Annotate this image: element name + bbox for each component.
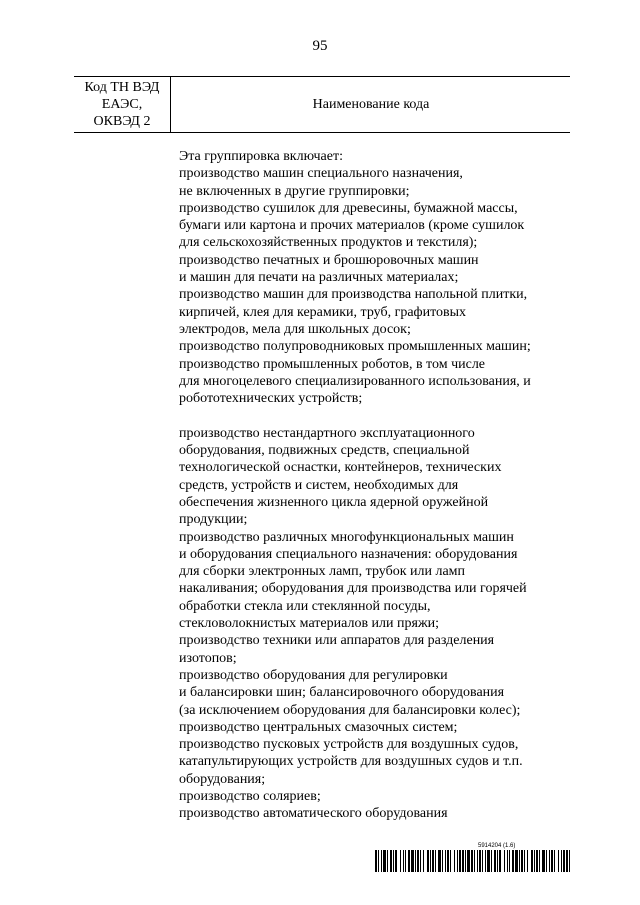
barcode-bar (534, 850, 535, 872)
barcode-bar (445, 850, 446, 872)
code-column-header (74, 77, 171, 132)
text-line: производство сушилок для древесины, бумажной массы, (179, 200, 518, 216)
text-line: для многоцелевого специализированного использования, и (179, 373, 531, 389)
text-line: средств, устройств и систем, необходимых для (179, 477, 459, 493)
barcode-bar (387, 850, 388, 872)
text-line: не включенных в другие группировки; (179, 183, 410, 199)
barcode-bar (566, 850, 568, 872)
code-header-line: ОКВЭД 2 (93, 114, 151, 129)
barcode-bar (417, 850, 419, 872)
text-line: производство центральных смазочных систем; (179, 719, 458, 735)
barcode-bar (408, 850, 410, 872)
barcode-bar (442, 850, 443, 872)
text-line: и балансировки шин; балансировочного оборудования (179, 685, 505, 701)
barcode-bar (390, 850, 392, 872)
text-line: Эта группировка включает: (179, 149, 343, 164)
text-line: производство машин специального назначения, (179, 166, 463, 182)
barcode-bar (499, 850, 501, 872)
text-line: технологической оснастки, контейнеров, технических (179, 460, 502, 476)
barcode-bar (427, 850, 429, 872)
barcode-bar (438, 850, 441, 872)
barcode-bar (558, 850, 559, 872)
barcode-icon (375, 850, 570, 872)
barcode-bar (487, 850, 490, 872)
text-line: катапультирующих устройств для воздушных судов и т.п. (179, 754, 523, 770)
text-line: электродов, мела для школьных досок; (179, 321, 411, 337)
barcode-bar (393, 850, 394, 872)
barcode-bar (477, 850, 478, 872)
barcode-bar (415, 850, 416, 872)
barcode-bar (549, 850, 550, 872)
barcode-bar (375, 850, 377, 872)
barcode-bar (447, 850, 449, 872)
barcode-bar (381, 850, 382, 872)
text-line: производство нестандартного эксплуатационного (179, 425, 475, 441)
barcode-bar (491, 850, 492, 872)
barcode-bar (474, 850, 475, 872)
barcode-bar (519, 850, 520, 872)
text-line: и машин для печати на различных материалах; (179, 270, 459, 286)
text-line: бумаги или картона и прочих материалов (кроме сушилок (179, 218, 525, 234)
table-header (74, 76, 570, 133)
barcode-bar (432, 850, 434, 872)
text-line: производство оборудования для регулировки (179, 667, 448, 683)
barcode-bar (465, 850, 466, 872)
text-line: робототехнических устройств; (179, 391, 363, 407)
barcode-bar (509, 850, 510, 872)
description-text (179, 148, 569, 823)
barcode-bar (383, 850, 386, 872)
barcode-bar (551, 850, 553, 872)
barcode-bar (504, 850, 505, 872)
page-number: 95 (312, 38, 328, 54)
barcode-bar (527, 850, 528, 872)
barcode-bar (430, 850, 431, 872)
barcode-bar (524, 850, 525, 872)
text-line: для сельскохозяйственных продуктов и текстиля); (179, 235, 478, 251)
barcode-bar (435, 850, 436, 872)
barcode-bar (531, 850, 533, 872)
barcode-bar (403, 850, 404, 872)
barcode-bar (554, 850, 555, 872)
code-header-line: Код ТН ВЭД (84, 80, 160, 95)
barcode-bar (515, 850, 518, 872)
barcode-bar (512, 850, 514, 872)
barcode-bar (521, 850, 523, 872)
text-line: обработки стекла или стеклянной посуды, (179, 598, 431, 614)
text-line: оборудования, подвижных средств, специальной (179, 443, 470, 459)
text-line: накаливания; оборудования для производства или горячей (179, 581, 527, 597)
text-line: производство соляриев; (179, 788, 321, 804)
barcode-bar (471, 850, 473, 872)
text-line: изотопов; (179, 650, 237, 666)
barcode-bar (457, 850, 458, 872)
barcode-bar (536, 850, 538, 872)
text-line: производство различных многофункциональных машин (179, 529, 514, 545)
barcode-bar (482, 850, 483, 872)
text-line: кирпичей, клея для керамики, труб, графитовых (179, 304, 467, 320)
barcode-bar (454, 850, 455, 872)
barcode-caption: 5914204 (1.6) (478, 843, 516, 849)
barcode-bar (420, 850, 421, 872)
barcode-bar (411, 850, 414, 872)
text-line: и оборудования специального назначения: оборудования (179, 546, 518, 562)
text-line: стекловолокнистых материалов или пряжи; (179, 616, 440, 632)
barcode-bar (400, 850, 401, 872)
text-line: производство автоматического оборудования (179, 806, 448, 822)
barcode-bar (485, 850, 486, 872)
barcode-bar (378, 850, 379, 872)
code-header-line: ЕАЭС, (101, 97, 143, 112)
text-line: обеспечения жизненного цикла ядерной оружейной (179, 494, 489, 510)
text-line: (за исключением оборудования для балансировки колес); (179, 702, 521, 718)
text-line: производство техники или аппаратов для разделения (179, 633, 495, 649)
barcode-bar (494, 850, 496, 872)
text-line: производство промышленных роботов, в том числе (179, 356, 486, 372)
barcode-bar (479, 850, 481, 872)
text-line: производство машин для производства напольной плитки, (179, 287, 528, 303)
barcode-bar (563, 850, 565, 872)
barcode-bar (546, 850, 547, 872)
text-line: продукции; (179, 512, 248, 528)
barcode-bar (542, 850, 545, 872)
barcode-bar (450, 850, 451, 872)
text-line: оборудования; (179, 771, 266, 787)
text-line: производство печатных и брошюровочных машин (179, 252, 479, 268)
text-line: для сборки электронных ламп, трубок или ламп (179, 564, 466, 580)
text-line: производство полупроводниковых промышленных машин; (179, 339, 531, 355)
barcode-bar (507, 850, 508, 872)
barcode-bar (561, 850, 562, 872)
barcode-bar (539, 850, 540, 872)
paragraph-gap (179, 407, 569, 424)
barcode-bar (467, 850, 470, 872)
barcode-bar (459, 850, 461, 872)
barcode-bar (497, 850, 498, 872)
barcode-bar (395, 850, 397, 872)
text-line: производство пусковых устройств для воздушных судов, (179, 737, 519, 753)
barcode-bar (405, 850, 406, 872)
barcode-bar (423, 850, 424, 872)
name-column-header: Наименование кода (312, 96, 430, 112)
barcode-bar (462, 850, 464, 872)
barcode-bar (569, 850, 570, 872)
